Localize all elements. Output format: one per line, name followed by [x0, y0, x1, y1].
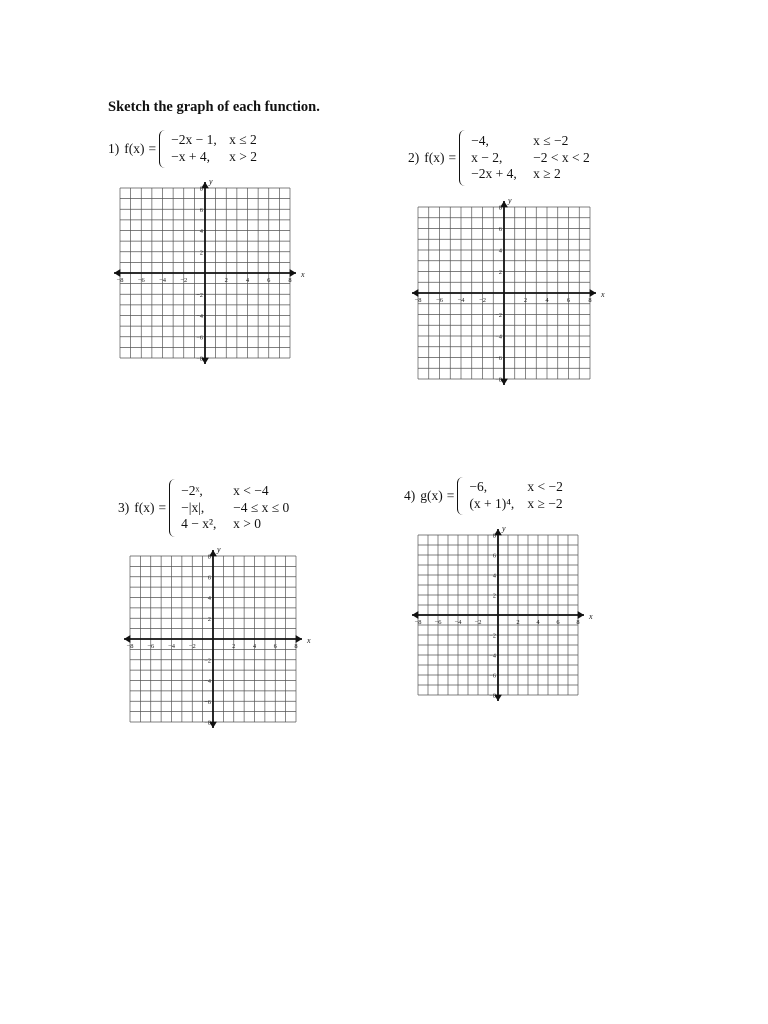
y-tick-label: −2 — [196, 291, 203, 299]
y-tick-label: 4 — [492, 572, 496, 580]
y-tick-label: 6 — [207, 574, 211, 582]
y-tick-label: 6 — [199, 206, 203, 214]
arrow-left-icon — [412, 611, 418, 619]
x-tick-label: 8 — [576, 619, 580, 626]
x-tick-label: −8 — [414, 619, 422, 626]
case-expression: −6, — [469, 479, 488, 495]
y-tick-label: 2 — [492, 592, 496, 600]
equals-sign: = — [148, 141, 157, 156]
case-condition: x < −4 — [233, 482, 269, 498]
arrow-left-icon — [114, 269, 120, 277]
x-tick-label: −4 — [454, 619, 462, 626]
problem-number: 2) — [408, 150, 420, 165]
piecewise-cases — [171, 132, 257, 166]
case-row — [171, 149, 257, 166]
y-tick-label: 8 — [498, 204, 502, 212]
case-condition: x < −2 — [527, 479, 563, 495]
x-axis-label: x — [601, 290, 605, 299]
y-axis-label: y — [209, 177, 213, 186]
case-condition: x ≤ 2 — [229, 132, 257, 148]
x-tick-label: −4 — [457, 297, 465, 304]
case-row — [181, 516, 289, 533]
case-expression: −4, — [471, 132, 489, 148]
x-tick-label: −2 — [180, 277, 188, 284]
case-row — [469, 496, 562, 513]
case-condition: x ≤ −2 — [533, 132, 569, 148]
coordinate-grid-3[interactable] — [120, 545, 311, 732]
y-tick-label: 8 — [492, 532, 496, 540]
piecewise-cases — [469, 479, 562, 513]
y-tick-label: −8 — [204, 719, 211, 727]
problem-3 — [118, 479, 289, 537]
x-tick-label: −2 — [188, 643, 196, 650]
x-tick-label: 8 — [288, 277, 292, 284]
case-row — [469, 479, 562, 496]
arrow-right-icon — [590, 289, 596, 297]
x-tick-label: 6 — [556, 619, 560, 626]
problem-4 — [404, 477, 563, 515]
x-tick-label: 6 — [566, 297, 571, 304]
y-tick-label: −2 — [495, 312, 502, 319]
y-tick-label: 4 — [498, 247, 502, 255]
problem-1 — [108, 130, 257, 168]
function-name: g(x) — [420, 488, 443, 503]
case-condition: −2 < x < 2 — [533, 149, 590, 165]
y-tick-label: 6 — [498, 226, 502, 233]
y-tick-label: 2 — [498, 269, 502, 276]
x-tick-label: 2 — [516, 619, 520, 626]
x-tick-label: 6 — [267, 277, 271, 284]
y-tick-label: −6 — [204, 698, 211, 706]
case-condition: x ≥ −2 — [527, 496, 563, 511]
function-name: f(x) — [124, 141, 145, 156]
case-expression: −2ˣ, — [181, 482, 203, 498]
y-axis-label: y — [508, 196, 512, 205]
x-tick-label: −2 — [479, 297, 486, 304]
y-tick-label: −4 — [204, 678, 211, 685]
x-tick-label: 8 — [588, 297, 592, 304]
case-row — [181, 483, 289, 500]
equals-sign: = — [158, 500, 167, 515]
x-tick-label: 4 — [245, 277, 250, 284]
y-tick-label: 8 — [199, 185, 203, 193]
x-tick-label: −2 — [474, 619, 482, 626]
arrow-right-icon — [290, 269, 296, 277]
y-tick-label: 8 — [207, 553, 211, 561]
x-tick-label: −4 — [168, 643, 175, 650]
problem-number: 3) — [118, 500, 130, 515]
x-tick-label: −8 — [414, 297, 422, 304]
case-expression: 4 − x², — [181, 516, 217, 532]
case-condition: x > 0 — [233, 516, 261, 532]
y-tick-label: −4 — [489, 652, 496, 660]
case-condition: x ≥ 2 — [533, 166, 561, 182]
problem-number: 1) — [108, 141, 120, 156]
y-tick-label: 4 — [199, 228, 203, 235]
case-expression: x − 2, — [471, 149, 503, 165]
coordinate-grid-1[interactable] — [110, 177, 305, 368]
case-expression: −2x − 1, — [171, 132, 217, 148]
arrow-left-icon — [124, 635, 130, 643]
x-tick-label: −6 — [436, 297, 443, 304]
problem-number: 4) — [404, 488, 416, 503]
piecewise-cases — [471, 133, 590, 184]
x-tick-label: 6 — [273, 643, 277, 650]
y-tick-label: −8 — [196, 355, 203, 363]
arrow-right-icon — [578, 611, 584, 619]
coordinate-grid-4[interactable] — [408, 524, 593, 705]
y-tick-label: 2 — [207, 615, 211, 623]
function-name: f(x) — [424, 150, 445, 165]
x-axis-label: x — [589, 612, 593, 621]
brace — [159, 130, 169, 168]
case-row — [171, 132, 257, 149]
equals-sign: = — [448, 150, 457, 165]
y-tick-label: −2 — [489, 632, 496, 640]
y-tick-label: −8 — [495, 376, 502, 384]
y-tick-label: −2 — [204, 657, 211, 665]
y-tick-label: −6 — [495, 355, 502, 362]
arrow-left-icon — [412, 289, 418, 297]
brace — [459, 130, 469, 186]
case-row — [181, 500, 289, 517]
x-tick-label: 4 — [545, 297, 549, 304]
y-tick-label: −6 — [196, 334, 203, 342]
x-tick-label: 8 — [294, 643, 298, 650]
case-row — [471, 133, 590, 150]
x-tick-label: 4 — [536, 619, 540, 626]
case-row — [471, 150, 590, 167]
equals-sign: = — [446, 488, 455, 503]
x-tick-label: 2 — [224, 277, 228, 284]
y-tick-label: −4 — [196, 313, 203, 320]
brace — [457, 477, 467, 515]
case-condition: −4 ≤ x ≤ 0 — [233, 499, 290, 515]
x-tick-label: −6 — [147, 643, 155, 650]
x-tick-label: −8 — [116, 277, 124, 284]
x-tick-label: −4 — [159, 277, 166, 284]
problem-2 — [408, 130, 590, 186]
case-row — [471, 166, 590, 183]
x-axis-label: x — [301, 270, 305, 279]
case-expression: (x + 1)⁴, — [469, 496, 515, 511]
x-tick-label: 4 — [252, 643, 257, 650]
arrow-right-icon — [296, 635, 302, 643]
piecewise-cases — [181, 483, 289, 534]
x-tick-label: 2 — [523, 297, 528, 304]
case-expression: −2x + 4, — [471, 166, 517, 182]
x-tick-label: −6 — [434, 619, 442, 626]
x-tick-label: 2 — [232, 643, 236, 650]
y-tick-label: 2 — [199, 249, 203, 257]
y-tick-label: 4 — [207, 595, 211, 602]
y-tick-label: 6 — [492, 552, 496, 560]
worksheet-title: Sketch the graph of each function. — [108, 99, 320, 115]
case-expression: −x + 4, — [171, 149, 210, 164]
x-tick-label: −8 — [126, 643, 134, 650]
x-tick-label: −6 — [137, 277, 145, 284]
y-tick-label: −4 — [495, 333, 502, 341]
brace — [169, 479, 179, 537]
y-tick-label: −8 — [489, 692, 496, 700]
y-tick-label: −6 — [489, 672, 496, 680]
case-condition: x > 2 — [229, 149, 257, 164]
y-axis-label: y — [502, 524, 506, 533]
x-axis-label: x — [307, 636, 311, 645]
function-name: f(x) — [134, 500, 155, 515]
y-axis-label: y — [217, 545, 221, 554]
coordinate-grid-2[interactable] — [408, 196, 605, 389]
case-expression: −|x|, — [181, 499, 205, 515]
